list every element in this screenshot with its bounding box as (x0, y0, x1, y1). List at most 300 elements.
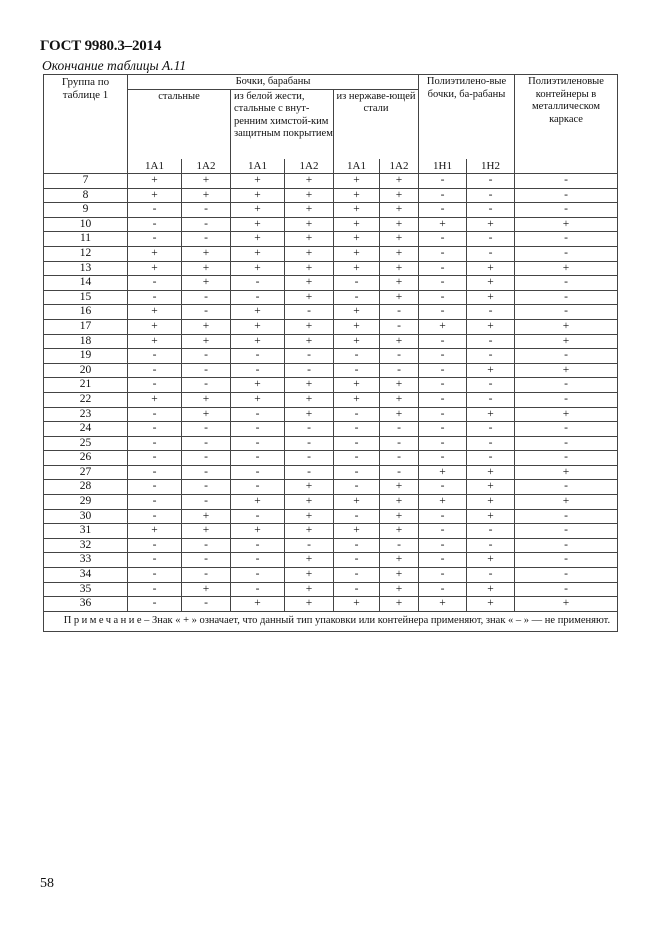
group-number-cell: 14 (44, 276, 128, 291)
group-number-cell: 13 (44, 261, 128, 276)
applicability-cell: + (380, 524, 419, 539)
applicability-cell: - (128, 465, 182, 480)
applicability-cell: + (467, 407, 515, 422)
applicability-cell: - (231, 363, 285, 378)
group-number-cell: 32 (44, 538, 128, 553)
group-number-cell: 10 (44, 217, 128, 232)
header-code: 1A1 (128, 159, 182, 174)
header-steel: стальные (128, 89, 231, 159)
applicability-cell: + (285, 188, 334, 203)
applicability-cell: + (380, 217, 419, 232)
applicability-cell: - (515, 436, 618, 451)
header-barrels: Бочки, барабаны (128, 75, 419, 90)
applicability-cell: + (128, 334, 182, 349)
table-row (44, 188, 618, 203)
applicability-cell: + (285, 407, 334, 422)
applicability-cell: - (182, 217, 231, 232)
applicability-cell: + (380, 553, 419, 568)
applicability-cell: + (182, 261, 231, 276)
applicability-cell: - (515, 392, 618, 407)
applicability-cell: + (285, 276, 334, 291)
group-number-cell: 16 (44, 305, 128, 320)
applicability-cell: - (515, 246, 618, 261)
table-row (44, 568, 618, 583)
applicability-cell: - (419, 290, 467, 305)
applicability-cell: + (128, 188, 182, 203)
applicability-cell: + (515, 217, 618, 232)
applicability-cell: + (285, 290, 334, 305)
applicability-cell: - (128, 538, 182, 553)
applicability-cell: + (515, 363, 618, 378)
table-row (44, 246, 618, 261)
applicability-cell: + (128, 246, 182, 261)
applicability-cell: - (515, 276, 618, 291)
applicability-cell: + (231, 232, 285, 247)
applicability-cell: + (515, 495, 618, 510)
table-row (44, 232, 618, 247)
applicability-cell: - (515, 553, 618, 568)
applicability-cell: - (334, 553, 380, 568)
applicability-cell: + (515, 465, 618, 480)
applicability-cell: - (334, 290, 380, 305)
applicability-cell: - (515, 422, 618, 437)
applicability-cell: - (334, 538, 380, 553)
group-number-cell: 19 (44, 349, 128, 364)
applicability-cell: + (285, 232, 334, 247)
applicability-cell: - (515, 582, 618, 597)
applicability-cell: + (182, 392, 231, 407)
applicability-cell: + (419, 495, 467, 510)
applicability-cell: - (182, 451, 231, 466)
applicability-cell: + (285, 509, 334, 524)
group-number-cell: 17 (44, 319, 128, 334)
applicability-cell: - (182, 203, 231, 218)
applicability-cell: + (231, 392, 285, 407)
applicability-cell: - (419, 188, 467, 203)
table-row (44, 553, 618, 568)
applicability-cell: - (182, 538, 231, 553)
group-number-cell: 18 (44, 334, 128, 349)
applicability-cell: - (334, 509, 380, 524)
table-caption: Окончание таблицы А.11 (42, 58, 187, 73)
applicability-cell: + (285, 378, 334, 393)
applicability-cell: - (285, 465, 334, 480)
applicability-cell: - (419, 392, 467, 407)
applicability-cell: - (515, 480, 618, 495)
applicability-cell: - (467, 451, 515, 466)
applicability-cell: + (182, 174, 231, 189)
applicability-cell: + (334, 334, 380, 349)
applicability-cell: - (515, 290, 618, 305)
applicability-cell: + (467, 465, 515, 480)
applicability-cell: + (285, 480, 334, 495)
applicability-cell: - (515, 378, 618, 393)
header-poly-barrels: Полиэтилено-вые бочки, ба-рабаны (419, 75, 515, 160)
applicability-cell: + (128, 261, 182, 276)
applicability-cell: + (285, 524, 334, 539)
applicability-cell: - (285, 349, 334, 364)
applicability-cell: - (128, 597, 182, 612)
applicability-cell: - (515, 509, 618, 524)
applicability-cell: + (231, 261, 285, 276)
applicability-cell: + (380, 378, 419, 393)
applicability-cell: + (467, 509, 515, 524)
applicability-cell: - (285, 422, 334, 437)
applicability-cell: - (231, 407, 285, 422)
applicability-cell: - (231, 509, 285, 524)
applicability-cell: + (334, 597, 380, 612)
table-row (44, 480, 618, 495)
applicability-cell: + (128, 174, 182, 189)
applicability-cell: + (334, 524, 380, 539)
applicability-cell: - (128, 582, 182, 597)
table-row (44, 276, 618, 291)
applicability-cell: + (231, 246, 285, 261)
applicability-cell: + (334, 188, 380, 203)
group-number-cell: 24 (44, 422, 128, 437)
applicability-cell: - (128, 495, 182, 510)
table-note (44, 611, 618, 631)
applicability-cell: + (128, 319, 182, 334)
applicability-cell: - (285, 451, 334, 466)
applicability-cell: - (231, 276, 285, 291)
applicability-cell: + (285, 217, 334, 232)
applicability-cell: + (285, 568, 334, 583)
applicability-cell: - (380, 538, 419, 553)
applicability-cell: - (467, 246, 515, 261)
applicability-cell: - (231, 422, 285, 437)
applicability-cell: + (128, 392, 182, 407)
applicability-cell: - (231, 436, 285, 451)
applicability-cell: - (515, 232, 618, 247)
applicability-cell: - (380, 319, 419, 334)
applicability-cell: - (419, 407, 467, 422)
applicability-cell: + (285, 582, 334, 597)
applicability-cell: - (182, 436, 231, 451)
applicability-cell: - (467, 203, 515, 218)
applicability-cell: - (128, 568, 182, 583)
applicability-cell: - (515, 188, 618, 203)
applicability-cell: + (467, 217, 515, 232)
applicability-cell: + (380, 480, 419, 495)
applicability-cell: + (231, 495, 285, 510)
group-number-cell: 15 (44, 290, 128, 305)
applicability-cell: - (231, 465, 285, 480)
applicability-cell: + (285, 495, 334, 510)
applicability-cell: + (380, 582, 419, 597)
group-number-cell: 34 (44, 568, 128, 583)
applicability-cell: - (380, 363, 419, 378)
applicability-cell: - (285, 436, 334, 451)
header-tinplate: из белой жести, стальные с внут-ренним химстой-ким защитным покрытием (231, 89, 334, 159)
applicability-cell: - (231, 480, 285, 495)
applicability-cell: - (419, 363, 467, 378)
group-number-cell: 30 (44, 509, 128, 524)
applicability-cell: + (467, 276, 515, 291)
applicability-cell: + (380, 246, 419, 261)
applicability-cell: - (419, 276, 467, 291)
page-number: 58 (40, 876, 54, 891)
applicability-cell: - (419, 451, 467, 466)
header-code: 1H1 (419, 159, 467, 174)
applicability-cell: - (128, 203, 182, 218)
group-number-cell: 26 (44, 451, 128, 466)
applicability-cell: - (231, 538, 285, 553)
applicability-cell: + (380, 597, 419, 612)
applicability-cell: + (285, 203, 334, 218)
table-row (44, 422, 618, 437)
applicability-cell: + (515, 319, 618, 334)
applicability-cell: + (182, 276, 231, 291)
applicability-cell: + (182, 188, 231, 203)
applicability-cell: + (419, 597, 467, 612)
applicability-cell: + (515, 261, 618, 276)
table-row (44, 305, 618, 320)
table-row (44, 290, 618, 305)
applicability-cell: - (334, 582, 380, 597)
applicability-cell: - (467, 232, 515, 247)
header-stainless: из нержаве-ющей стали (334, 89, 419, 159)
applicability-cell: + (285, 319, 334, 334)
applicability-cell: + (285, 246, 334, 261)
applicability-cell: - (419, 261, 467, 276)
applicability-cell: + (231, 334, 285, 349)
applicability-cell: + (515, 334, 618, 349)
applicability-cell: + (334, 174, 380, 189)
applicability-cell: + (419, 217, 467, 232)
applicability-cell: - (515, 451, 618, 466)
applicability-cell: + (334, 232, 380, 247)
table-row (44, 509, 618, 524)
table-row (44, 217, 618, 232)
applicability-cell: - (334, 349, 380, 364)
applicability-cell: + (419, 465, 467, 480)
applicability-cell: - (128, 276, 182, 291)
applicability-cell: + (285, 261, 334, 276)
table-row (44, 334, 618, 349)
applicability-cell: - (467, 436, 515, 451)
applicability-cell: + (380, 495, 419, 510)
applicability-cell: - (380, 349, 419, 364)
applicability-cell: - (467, 188, 515, 203)
table-row (44, 392, 618, 407)
applicability-cell: - (182, 568, 231, 583)
table-row (44, 465, 618, 480)
applicability-cell: + (380, 232, 419, 247)
applicability-cell: + (182, 407, 231, 422)
applicability-cell: + (231, 597, 285, 612)
table-row (44, 363, 618, 378)
applicability-cell: - (380, 422, 419, 437)
applicability-cell: + (231, 524, 285, 539)
applicability-cell: - (419, 582, 467, 597)
applicability-cell: + (182, 246, 231, 261)
applicability-cell: - (128, 509, 182, 524)
applicability-cell: + (380, 261, 419, 276)
applicability-cell: + (182, 582, 231, 597)
applicability-cell: - (515, 305, 618, 320)
applicability-cell: - (380, 305, 419, 320)
group-number-cell: 36 (44, 597, 128, 612)
applicability-cell: - (467, 422, 515, 437)
applicability-cell: - (419, 538, 467, 553)
applicability-cell: - (419, 509, 467, 524)
document-title: ГОСТ 9980.3–2014 (40, 38, 162, 54)
applicability-cell: + (467, 553, 515, 568)
table-row (44, 597, 618, 612)
table-row (44, 349, 618, 364)
applicability-cell: + (380, 290, 419, 305)
applicability-cell: + (285, 553, 334, 568)
applicability-cell: - (182, 465, 231, 480)
applicability-cell: - (334, 363, 380, 378)
table-row (44, 174, 618, 189)
table-row (44, 261, 618, 276)
applicability-cell: - (334, 480, 380, 495)
applicability-cell: - (128, 436, 182, 451)
applicability-cell: - (128, 422, 182, 437)
packaging-table (43, 74, 618, 632)
applicability-cell: - (182, 349, 231, 364)
header-code: 1H2 (467, 159, 515, 174)
applicability-cell: + (182, 334, 231, 349)
applicability-cell: - (285, 363, 334, 378)
group-number-cell: 35 (44, 582, 128, 597)
applicability-cell: - (182, 495, 231, 510)
applicability-cell: + (334, 319, 380, 334)
header-group: Группа по таблице 1 (44, 75, 128, 174)
applicability-cell: + (231, 217, 285, 232)
group-number-cell: 29 (44, 495, 128, 510)
table-row (44, 436, 618, 451)
applicability-cell: + (515, 407, 618, 422)
applicability-cell: - (419, 422, 467, 437)
applicability-cell: - (419, 378, 467, 393)
applicability-cell: + (380, 174, 419, 189)
header-code: 1A1 (231, 159, 285, 174)
applicability-cell: + (334, 217, 380, 232)
applicability-cell: - (182, 422, 231, 437)
applicability-cell: - (419, 203, 467, 218)
applicability-cell: - (182, 480, 231, 495)
applicability-cell: - (419, 436, 467, 451)
group-number-cell: 8 (44, 188, 128, 203)
applicability-cell: + (419, 319, 467, 334)
applicability-cell: - (515, 568, 618, 583)
applicability-cell: + (380, 407, 419, 422)
applicability-cell: - (467, 334, 515, 349)
applicability-cell: + (467, 363, 515, 378)
applicability-cell: + (380, 276, 419, 291)
applicability-cell: - (419, 568, 467, 583)
applicability-cell: - (182, 553, 231, 568)
applicability-cell: - (128, 232, 182, 247)
applicability-cell: - (128, 553, 182, 568)
applicability-cell: - (285, 305, 334, 320)
applicability-cell: - (128, 407, 182, 422)
applicability-cell: - (515, 349, 618, 364)
applicability-cell: - (419, 349, 467, 364)
applicability-cell: - (285, 538, 334, 553)
applicability-cell: - (334, 422, 380, 437)
group-number-cell: 28 (44, 480, 128, 495)
applicability-cell: - (515, 524, 618, 539)
applicability-cell: - (128, 363, 182, 378)
applicability-cell: - (128, 349, 182, 364)
applicability-cell: - (515, 538, 618, 553)
applicability-cell: + (285, 334, 334, 349)
applicability-cell: - (380, 451, 419, 466)
group-number-cell: 25 (44, 436, 128, 451)
group-number-cell: 12 (44, 246, 128, 261)
table-row (44, 203, 618, 218)
header-code: 1A1 (334, 159, 380, 174)
table-row (44, 538, 618, 553)
applicability-cell: - (467, 568, 515, 583)
applicability-cell: - (419, 174, 467, 189)
applicability-cell: + (334, 261, 380, 276)
applicability-cell: + (467, 319, 515, 334)
applicability-cell: + (182, 524, 231, 539)
table-row (44, 524, 618, 539)
applicability-cell: - (334, 407, 380, 422)
applicability-cell: + (467, 261, 515, 276)
header-code: 1A2 (380, 159, 419, 174)
applicability-cell: - (182, 363, 231, 378)
applicability-cell: - (419, 305, 467, 320)
applicability-cell: - (128, 290, 182, 305)
applicability-cell: - (380, 465, 419, 480)
header-poly-containers: Полиэтиленовые контейнеры в металлическом каркасе (515, 75, 618, 174)
table-row (44, 451, 618, 466)
applicability-cell: + (285, 174, 334, 189)
applicability-cell: + (182, 319, 231, 334)
applicability-cell: + (334, 246, 380, 261)
applicability-cell: - (515, 174, 618, 189)
applicability-cell: + (128, 524, 182, 539)
applicability-cell: + (380, 188, 419, 203)
applicability-cell: + (334, 203, 380, 218)
applicability-cell: - (182, 305, 231, 320)
group-number-cell: 22 (44, 392, 128, 407)
group-number-cell: 11 (44, 232, 128, 247)
applicability-cell: + (467, 597, 515, 612)
applicability-cell: - (128, 480, 182, 495)
applicability-cell: - (467, 524, 515, 539)
applicability-cell: - (231, 349, 285, 364)
applicability-cell: + (334, 305, 380, 320)
applicability-cell: - (334, 465, 380, 480)
group-number-cell: 20 (44, 363, 128, 378)
group-number-cell: 27 (44, 465, 128, 480)
applicability-cell: - (231, 553, 285, 568)
applicability-cell: + (467, 480, 515, 495)
applicability-cell: - (231, 290, 285, 305)
applicability-cell: + (380, 334, 419, 349)
applicability-cell: - (467, 174, 515, 189)
group-number-cell: 21 (44, 378, 128, 393)
applicability-cell: - (128, 451, 182, 466)
applicability-cell: - (182, 597, 231, 612)
table-row (44, 378, 618, 393)
applicability-cell: - (182, 290, 231, 305)
applicability-cell: - (419, 246, 467, 261)
applicability-cell: - (515, 203, 618, 218)
applicability-cell: + (231, 188, 285, 203)
applicability-cell: - (380, 436, 419, 451)
header-code: 1A2 (182, 159, 231, 174)
applicability-cell: + (285, 392, 334, 407)
